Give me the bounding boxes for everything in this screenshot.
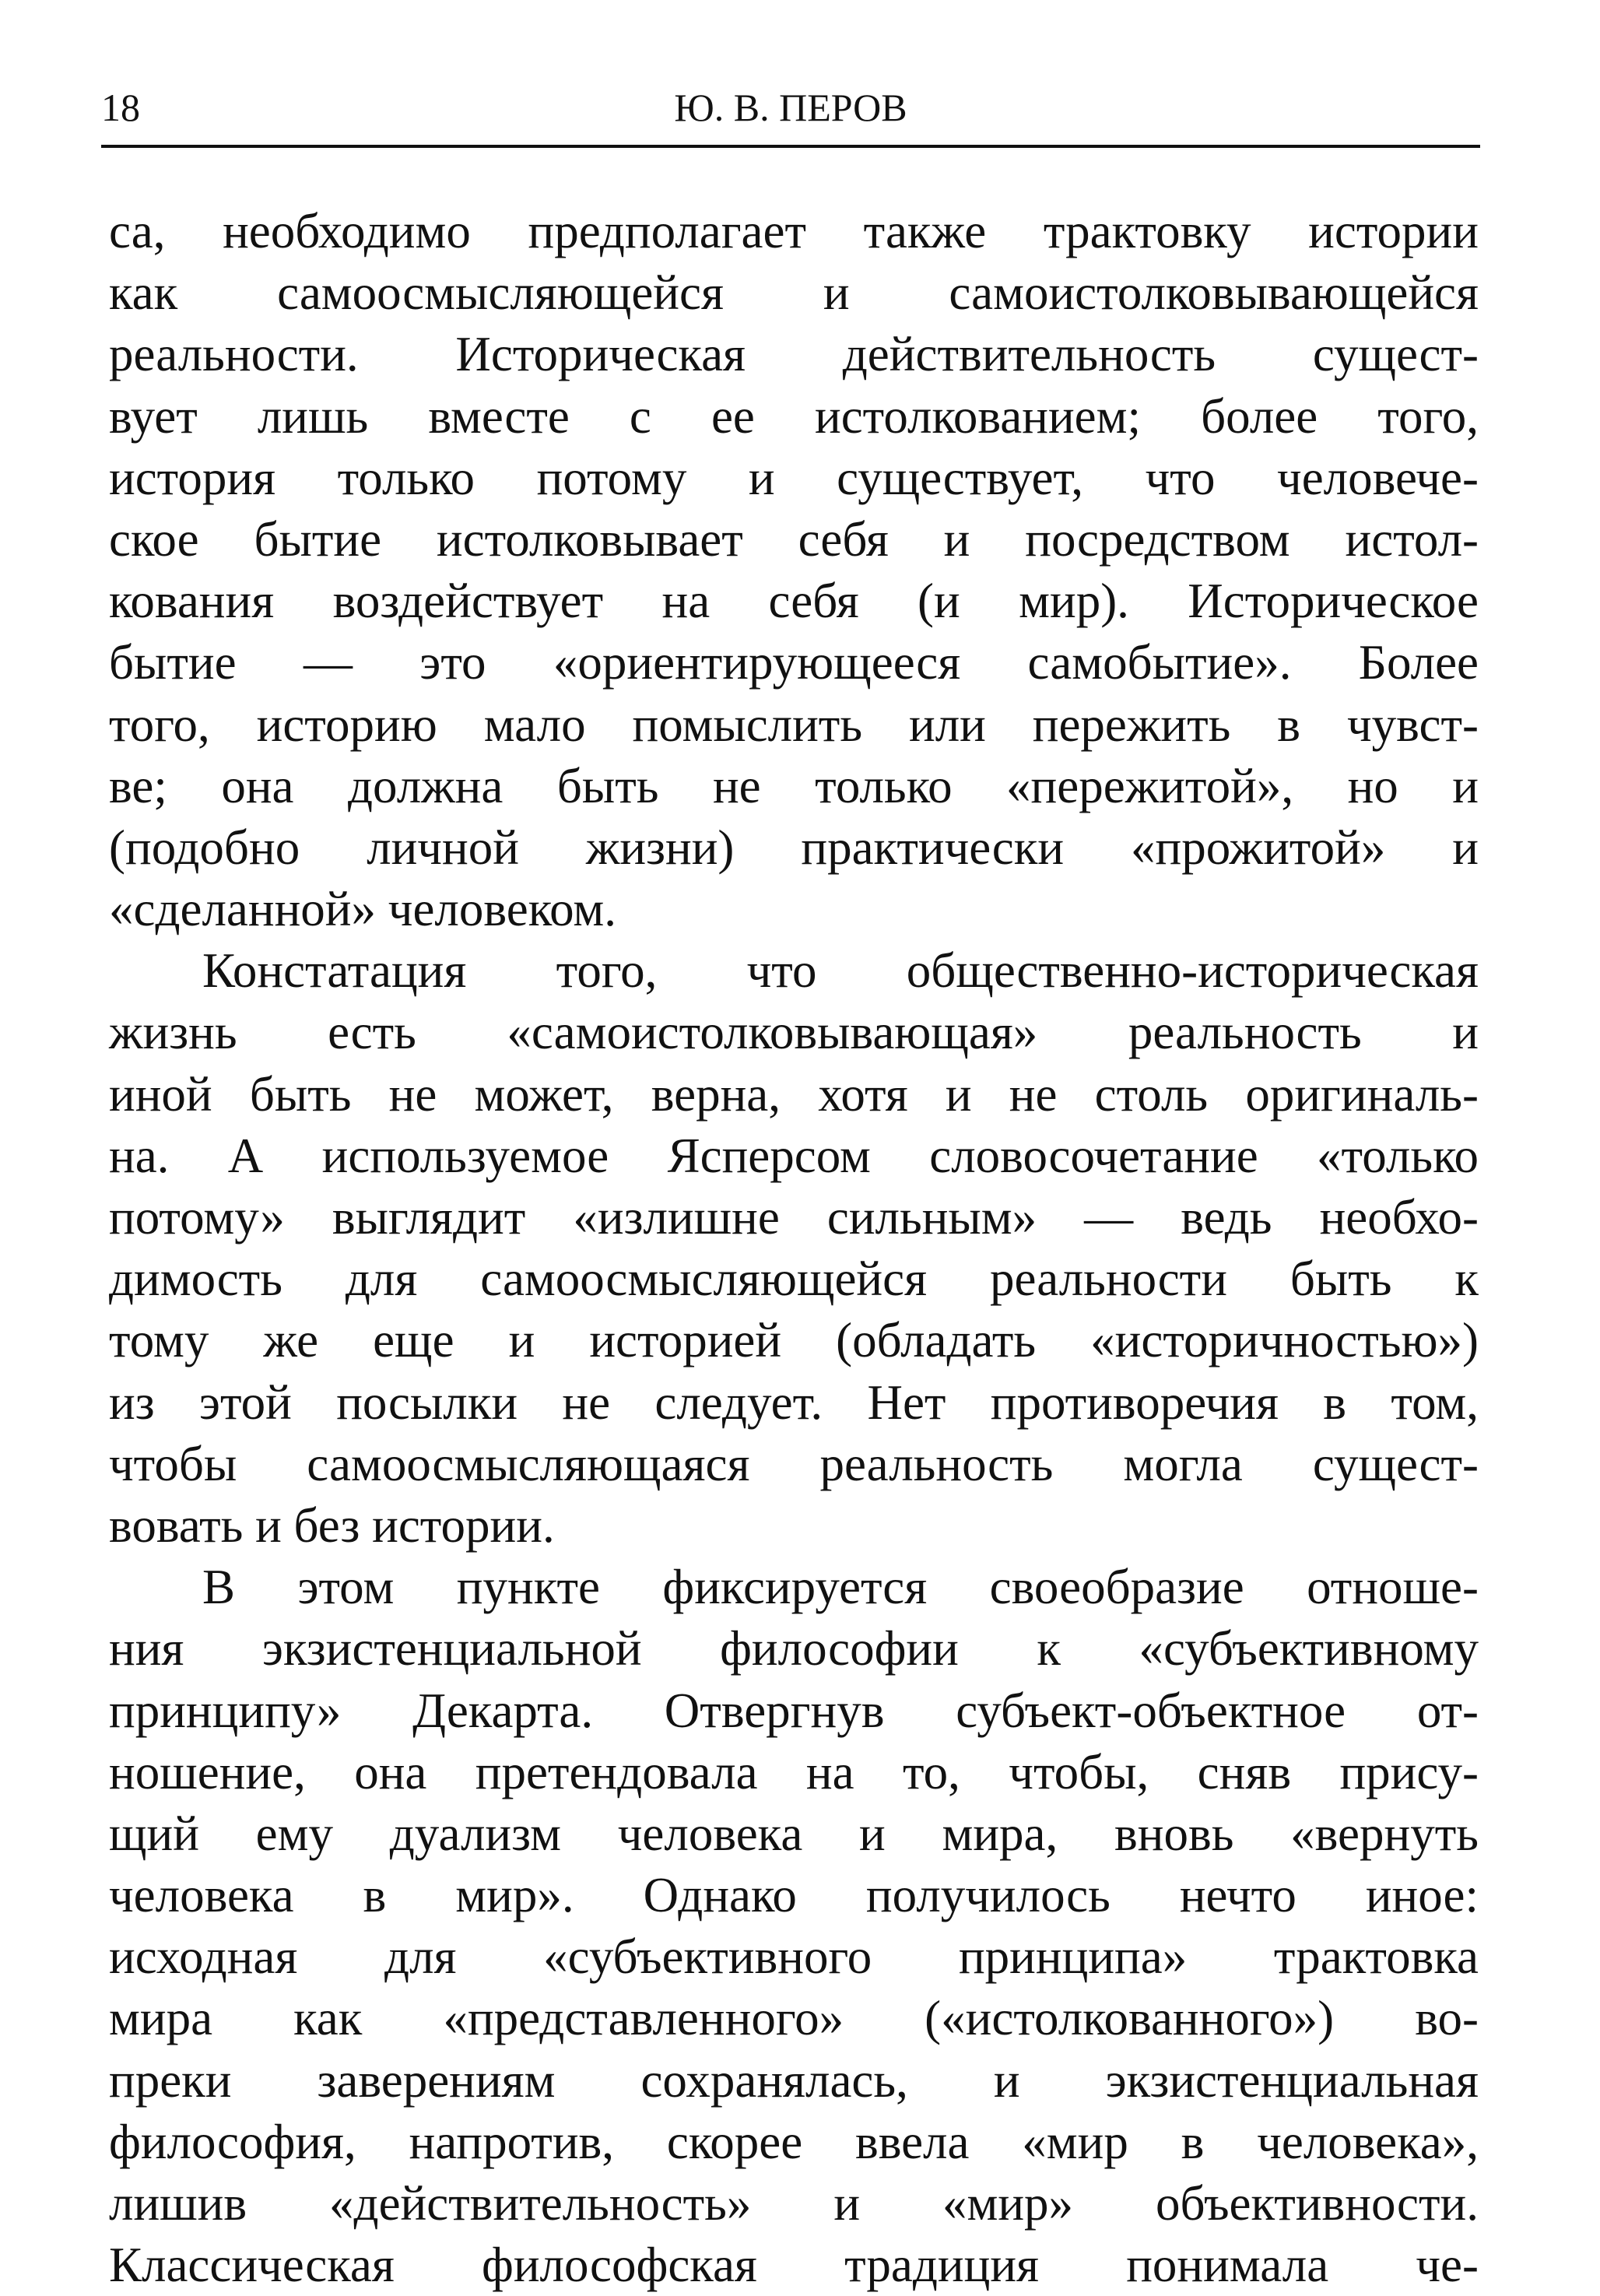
text-line: из этой посылки не следует. Нет противоречия в том, [109, 1374, 1479, 1430]
text-line: «сделанной» человеком. [109, 882, 617, 937]
text-line: щий ему дуализм человека и мира, вновь «вернуть [109, 1806, 1479, 1861]
page-header [101, 84, 1480, 146]
text-line: тому же еще и историей (обладать «историчностью») [109, 1313, 1479, 1368]
text-line: чтобы самоосмысляющаяся реальность могла сущест- [109, 1436, 1479, 1491]
text-line: философия, напротив, скорее ввела «мир в человека», [109, 2114, 1479, 2169]
text-line: лишив «действительность» и «мир» объективности. [109, 2176, 1479, 2231]
text-line: реальности. Историческая действительность сущест- [109, 327, 1479, 382]
text-line: (подобно личной жизни) практически «прожитой» и [109, 820, 1479, 875]
paragraph [109, 940, 1479, 1557]
text-line: ния экзистенциальной философии к «субъективному [109, 1621, 1479, 1676]
text-line: жизнь есть «самоистолковывающая» реальность и [109, 1005, 1479, 1060]
running-head: Ю. В. ПЕРОВ [674, 86, 907, 129]
text-line: вовать и без истории. [109, 1497, 555, 1553]
text-line: история только потому и существует, что человече- [109, 450, 1479, 505]
text-line: преки заверениям сохранялась, и экзистенциальная [109, 2052, 1479, 2108]
text-line: димость для самоосмысляющейся реальности быть к [109, 1252, 1479, 1307]
text-line: потому» выглядит «излишне сильным» — ведь необхо- [109, 1190, 1479, 1245]
text-line: мира как «представленного» («истолкованного») во- [109, 1991, 1479, 2046]
text-line: ве; она должна быть не только «пережитой», но и [109, 758, 1479, 813]
text-line: принципу» Декарта. Отвергнув субъект-объектное от- [109, 1683, 1479, 1738]
paragraph [109, 201, 1479, 940]
text-line: Констатация того, что общественно-историческая [202, 943, 1479, 999]
text-line: как самоосмысляющейся и самоистолковывающейся [109, 265, 1479, 321]
text-line: на. А используемое Ясперсом словосочетание «только [109, 1128, 1479, 1183]
text-line: кования воздействует на себя (и мир). Историческое [109, 574, 1479, 629]
page-number: 18 [101, 86, 140, 129]
text-line: са, необходимо предполагает также трактовку истории [109, 204, 1479, 258]
text-line: исходная для «субъективного принципа» трактовка [109, 1929, 1479, 1985]
text-line: ское бытие истолковывает себя и посредством истол- [109, 511, 1479, 567]
text-line: человека в мир». Однако получилось нечто иное: [109, 1868, 1479, 1923]
text-line: вует лишь вместе с ее истолкованием; более того, [109, 388, 1479, 444]
text-line: иной быть не может, верна, хотя и не столь оригиналь- [109, 1066, 1479, 1122]
text-line: бытие — это «ориентирующееся самобытие». Более [109, 635, 1479, 690]
header-rule [101, 145, 1480, 148]
text-line: того, историю мало помыслить или пережить в чувст- [109, 697, 1479, 752]
text-line: В этом пункте фиксируется своеобразие отноше- [202, 1560, 1479, 1615]
text-line: Классическая философская традиция понимала че- [109, 2238, 1479, 2293]
body-text [109, 201, 1479, 2296]
paragraph [109, 1557, 1479, 2296]
text-line: ношение, она претендовала на то, чтобы, сняв прису- [109, 1744, 1479, 1799]
